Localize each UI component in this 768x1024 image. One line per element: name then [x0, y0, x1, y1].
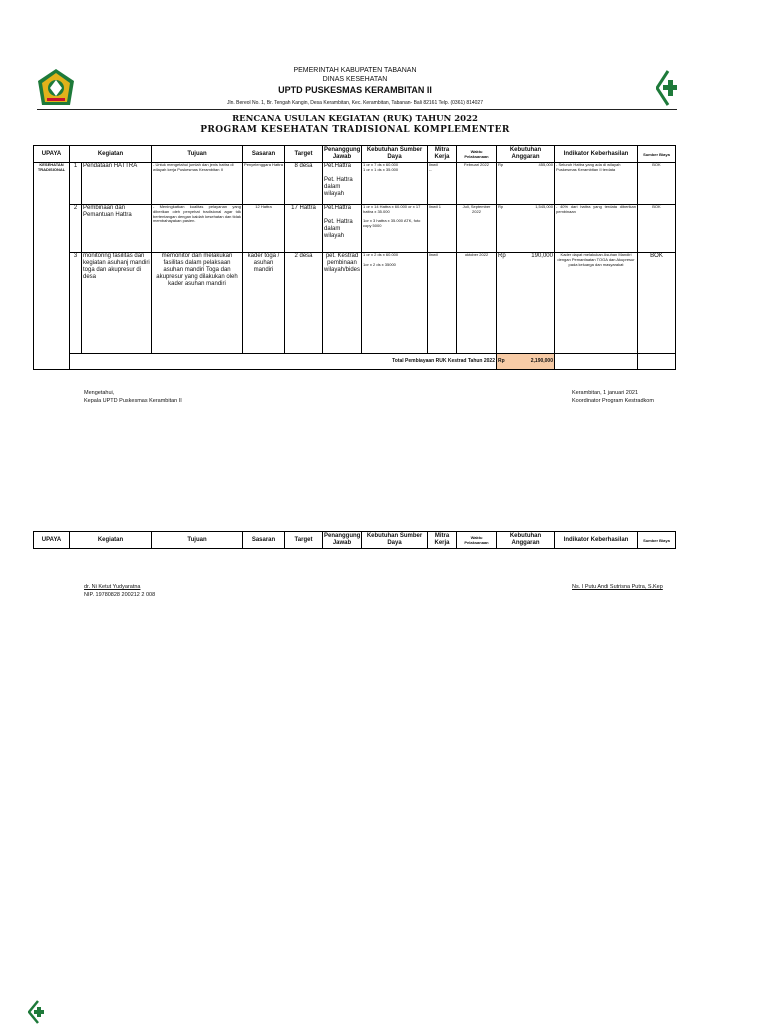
total-cell — [497, 354, 555, 370]
total-empty-cell — [638, 354, 676, 370]
row-number: 3 — [70, 253, 82, 354]
waktu-cell: Februari 2022 — [457, 163, 497, 205]
col-kegiatan: Kegiatan — [70, 532, 152, 549]
table-row — [34, 253, 676, 354]
col-sasaran: Sasaran — [243, 532, 285, 549]
target-cell: 2 desa — [285, 253, 323, 354]
table-header-row — [34, 532, 676, 549]
col-kebutuhan-sumber-daya: Kebutuhan Sumber Daya — [362, 532, 428, 549]
sd-cell: 1 or x 14 Hattra x 60.000 or x 17 hattra x 35.000 1or x 3 hattra x 35.000 ATK, foto copy 5000 — [362, 205, 428, 253]
sumber-cell: BOK — [638, 205, 676, 253]
head-name: dr. Ni Ketut Yudyaratna — [84, 584, 141, 590]
pj-cell: Pet.Hattra Pet. Hattra dalam wilayah — [323, 163, 362, 205]
sumber-cell: BOK — [638, 163, 676, 205]
ruk-table — [33, 145, 676, 370]
col-target: Target — [285, 532, 323, 549]
col-penanggung-jawab: Penanggung Jawab — [323, 146, 362, 163]
target-cell: 8 desa — [285, 163, 323, 205]
col-tujuan: Tujuan — [152, 532, 243, 549]
waktu-cell: oktober 2022 — [457, 253, 497, 354]
puskesmas-logo-bottom-icon — [28, 1000, 48, 1024]
col-sasaran: Sasaran — [243, 146, 285, 163]
anggaran-cell — [497, 253, 555, 354]
total-rp-label: Rp — [498, 357, 505, 364]
table-row — [34, 205, 676, 253]
mitra-cell: linwil 1 — [428, 205, 457, 253]
pj-cell: pet. Kestrad pembinaan wilayah/bides — [323, 253, 362, 354]
sd-cell: 1 or x 2 ds x 60.000 1or x 2 ds x 35000 — [362, 253, 428, 354]
row-number: 1 — [70, 163, 82, 205]
repeated-header-table — [33, 531, 676, 549]
col-tujuan: Tujuan — [152, 146, 243, 163]
col-kebutuhan-sumber-daya: Kebutuhan Sumber Daya — [362, 146, 428, 163]
letterhead-divider — [37, 109, 677, 110]
pj-cell: Pet.Hattra Pet. Hattra dalam wilayah — [323, 205, 362, 253]
mitra-cell: linwil -- — [428, 163, 457, 205]
table-header-row — [34, 146, 676, 163]
col-kegiatan: Kegiatan — [70, 146, 152, 163]
indikator-cell: - 40% dari hattra yang terdata diberikan pembinaan — [555, 205, 638, 253]
col-waktu-pelaksanaan: Waktu Pelaksanaan — [457, 532, 497, 549]
rp-label: Rp — [498, 204, 504, 209]
head-nip: NIP. 19780828 200212 2 008 — [84, 592, 156, 598]
col-mitra-kerja: Mitra Kerja — [428, 146, 457, 163]
acknowledged-label: Mengetahui, — [84, 390, 115, 396]
sumber-cell: BOK — [638, 253, 676, 354]
total-value: 2,190,000 — [530, 357, 553, 364]
table-row — [34, 163, 676, 205]
sasaran-cell: Penyelenggara Hattra — [243, 163, 285, 205]
anggaran-value: 455,000 — [538, 162, 553, 167]
place-date-label: Kerambitan, 1 januari 2021 — [572, 390, 639, 396]
sasaran-cell: kader toga / asuhan mandiri — [243, 253, 285, 354]
col-penanggung-jawab: Penanggung Jawab — [323, 532, 362, 549]
table-total-row — [34, 354, 676, 370]
indikator-cell: - Seluruh Hattra yang ada di wilayah Puskesmas Kerambitan II terdata — [555, 163, 638, 205]
kegiatan-cell: Pembinaan dan Pemantuan Hattra — [82, 205, 152, 253]
col-upaya: UPAYA — [34, 146, 70, 163]
tujuan-cell: - Untuk mengetahui jumlah dan jenis hattra di wilayah kerja Puskesmas Kerambitan II — [152, 163, 243, 205]
anggaran-cell — [497, 163, 555, 205]
document-title: RENCANA USULAN KEGIATAN (RUK) TAHUN 2022 — [232, 114, 478, 124]
upaya-cell: KESEHATAN TRADISIONAL — [34, 163, 70, 370]
rp-label: Rp — [498, 162, 504, 167]
letterhead-department: DINAS KESEHATAN — [322, 76, 388, 83]
letterhead-government: PEMERINTAH KABUPATEN TABANAN — [293, 67, 417, 74]
col-indikator: Indikator Keberhasilan — [555, 532, 638, 549]
sasaran-cell: 12 Hattra — [243, 205, 285, 253]
tujuan-cell: memonitor dan melakukan fasilitas dalam pelaksaan asuhan mandiri Toga dan akupresur yang dilakukan oleh kader asuhan mandiri — [152, 253, 243, 354]
letterhead-address: Jln. Bereol No. 1, Br. Tengah Kangin, Desa Kerambitan, Kec. Kerambitan, Tabanan- Bali 82161 Telp. (0361) 814027 — [227, 100, 483, 106]
anggaran-cell — [497, 205, 555, 253]
rp-label: Rp — [498, 253, 506, 259]
coordinator-name: Ns. I Putu Andi Sutrisna Putra, S.Kep — [572, 584, 663, 590]
indikator-cell: Kader dapat melakukan Asuhan Mandiri dengan Pemanfaatan TOGA dan Akupresur pada keluarga dan masyarakat — [555, 253, 638, 354]
document-subtitle: PROGRAM KESEHATAN TRADISIONAL KOMPLEMENTER — [200, 125, 510, 135]
col-target: Target — [285, 146, 323, 163]
col-upaya: UPAYA — [34, 532, 70, 549]
kegiatan-cell: Pendataan HATTRA — [82, 163, 152, 205]
sd-cell: 1 or x 7 ds x 60.000 1 or x 1 ds x 35.000 — [362, 163, 428, 205]
col-waktu-pelaksanaan: Waktu Pelaksanaan — [457, 146, 497, 163]
total-empty-cell — [555, 354, 638, 370]
target-cell: 17 Hattra — [285, 205, 323, 253]
col-indikator: Indikator Keberhasilan — [555, 146, 638, 163]
kegiatan-cell: monitoring fasilitas dan kegiatan asuhanj mandiri toga dan akupresur di desa — [82, 253, 152, 354]
anggaran-value: 190,000 — [531, 253, 553, 259]
row-number: 2 — [70, 205, 82, 253]
col-sumber-biaya: Sumber Biaya — [638, 146, 676, 163]
waktu-cell: Juli, September 2022 — [457, 205, 497, 253]
tujuan-cell: - Meningkatkan kualitas pelayanan yang diberikan oleh penyehat tradisional agar tdk bertentangan dengan kaidah kesehatan dan tidak membahayakan pasien. — [152, 205, 243, 253]
total-label: Total Pembiayaan RUK Kestrad Tahun 2022 — [70, 354, 497, 370]
col-kebutuhan-anggaran: Kebutuhan Anggaran — [497, 146, 555, 163]
anggaran-value: 1,545,000 — [535, 204, 553, 209]
coordinator-position-label: Koordinator Program Kestradkom — [572, 398, 654, 404]
col-kebutuhan-anggaran: Kebutuhan Anggaran — [497, 532, 555, 549]
col-mitra-kerja: Mitra Kerja — [428, 532, 457, 549]
letterhead-institution: UPTD PUSKESMAS KERAMBITAN II — [278, 85, 432, 95]
head-position-label: Kepala UPTD Puskesmas Kerambitan II — [84, 398, 182, 404]
mitra-cell: linwil — [428, 253, 457, 354]
col-sumber-biaya: Sumber Biaya — [638, 532, 676, 549]
